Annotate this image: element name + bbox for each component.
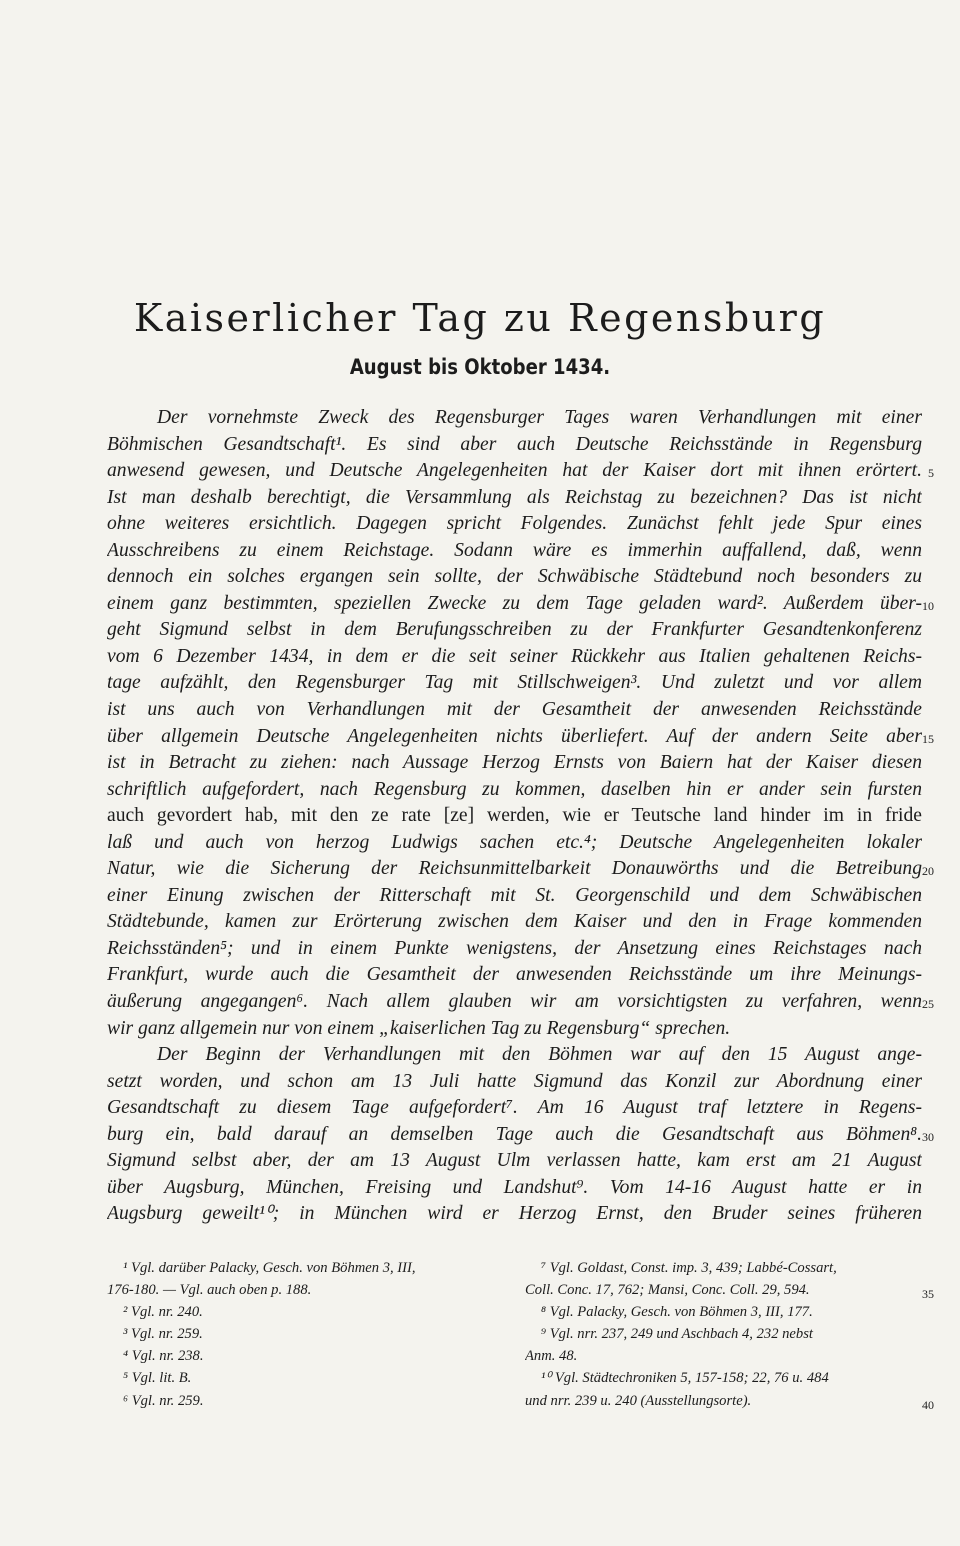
body-line: Natur, wie die Sicherung der Reichsunmittelbarkeit Donauwörths und die Betreibung	[107, 858, 922, 880]
body-line: ist uns auch von Verhandlungen mit der Gesamtheit der anwesenden Reichsstände	[107, 699, 922, 721]
margin-line-number: 20	[922, 864, 934, 879]
margin-line-number: 35	[922, 1287, 934, 1302]
body-line: Ausschreibens zu einem Reichstage. Sodann wäre es immerhin auffallend, daß, wenn	[107, 539, 922, 561]
margin-line-number: 10	[922, 598, 934, 613]
body-line: Gesandtschaft zu diesem Tage aufgefordert⁷. Am 16 August traf letztere in Regens-	[107, 1097, 922, 1119]
body-line: Ist man deshalb berechtigt, die Versammlung als Reichstag zu bezeichnen? Das ist nicht	[107, 486, 922, 508]
body-line: einem ganz bestimmten, speziellen Zwecke zu dem Tage geladen ward². Außerdem über-	[107, 592, 922, 614]
margin-line-number: 40	[922, 1397, 934, 1412]
footnote-line: ² Vgl. nr. 240.	[123, 1304, 203, 1321]
body-line: dennoch ein solches ergangen sein sollte, der Schwäbische Städtebund noch besonders zu	[107, 566, 922, 588]
body-line: auch gevordert hab, mit den ze rate [ze] werden, wie er Teutsche land hinder im in fride	[107, 805, 922, 827]
page-title: Kaiserlicher Tag zu Regensburg	[133, 296, 827, 340]
page-subtitle: August bis Oktober 1434.	[349, 355, 611, 379]
footnote-line: ⁷ Vgl. Goldast, Const. imp. 3, 439; Labbé-Cossart,	[541, 1260, 837, 1276]
body-line: wir ganz allgemein nur von einem „kaiserlichen Tag zu Regensburg“ sprechen.	[107, 1017, 731, 1039]
body-line: ist in Betracht zu ziehen: nach Aussage Herzog Ernsts von Baiern hat der Kaiser diesen	[107, 752, 922, 774]
margin-line-number: 5	[928, 466, 934, 481]
margin-line-number: 25	[922, 997, 934, 1012]
body-line: Böhmischen Gesandtschaft¹. Es sind aber auch Deutsche Reichsstände in Regensburg	[107, 433, 922, 455]
body-line: über allgemein Deutsche Angelegenheiten nichts überliefert. Auf der andern Seite aber	[107, 725, 922, 747]
body-line: setzt worden, und schon am 13 Juli hatte Sigmund das Konzil zur Abordnung einer	[107, 1070, 922, 1092]
body-line: einer Einung zwischen der Ritterschaft mit St. Georgenschild und dem Schwäbischen	[107, 884, 922, 906]
body-line: ohne weiteres ersichtlich. Dagegen spricht Folgendes. Zunächst fehlt jede Spur eines	[107, 513, 922, 535]
margin-line-number: 30	[922, 1129, 934, 1144]
body-line: vom 6 Dezember 1434, in dem er die seit seiner Rückkehr aus Italien gehaltenen Reichs-	[107, 645, 922, 667]
footnote-line: Anm. 48.	[525, 1348, 578, 1365]
margin-line-number: 15	[922, 731, 934, 746]
footnote-line: ⁵ Vgl. lit. B.	[123, 1370, 192, 1387]
body-line: Sigmund selbst aber, der am 13 August Ulm verlassen hatte, kam erst am 21 August	[107, 1150, 922, 1172]
body-line: burg ein, bald darauf an demselben Tage auch die Gesandtschaft aus Böhmen⁸.	[107, 1123, 922, 1145]
footnote-line: Coll. Conc. 17, 762; Mansi, Conc. Coll. 29, 594.	[525, 1282, 810, 1299]
footnote-line: und nrr. 239 u. 240 (Ausstellungsorte).	[525, 1392, 752, 1409]
footnote-line: ⁴ Vgl. nr. 238.	[123, 1348, 204, 1365]
body-line: Der vornehmste Zweck des Regensburger Tages waren Verhandlungen mit einer	[157, 407, 922, 428]
footnote-line: ³ Vgl. nr. 259.	[123, 1326, 203, 1343]
body-line: Reichsständen⁵; und in einem Punkte wenigstens, der Ansetzung eines Reichstages nach	[107, 937, 922, 959]
footnote-line: ⁶ Vgl. nr. 259.	[123, 1392, 204, 1409]
body-line: über Augsburg, München, Freising und Landshut⁹. Vom 14-16 August hatte er in	[107, 1176, 922, 1198]
footnotes-left-column	[107, 1257, 502, 1412]
footnote-line: ¹ Vgl. darüber Palacky, Gesch. von Böhmen 3, III,	[123, 1260, 416, 1276]
body-line: anwesend gewesen, und Deutsche Angelegenheiten hat der Kaiser dort mit ihnen erörtert.	[107, 460, 922, 482]
body-line: schriftlich aufgefordert, nach Regensburg zu kommen, daselben hin er ander sein fursten	[107, 778, 922, 800]
body-line: Städtebunde, kamen zur Erörterung zwischen dem Kaiser und den in Frage kommenden	[107, 911, 922, 933]
footnote-line: ⁸ Vgl. Palacky, Gesch. von Böhmen 3, III, 177.	[541, 1304, 813, 1321]
footnote-line: 176-180. — Vgl. auch oben p. 188.	[107, 1282, 312, 1299]
body-line: geht Sigmund selbst in dem Berufungsschreiben zu der Frankfurter Gesandtenkonferenz	[107, 619, 922, 641]
body-line: Augsburg geweilt¹⁰; in München wird er Herzog Ernst, den Bruder seines früheren	[107, 1203, 922, 1225]
body-line: äußerung angegangen⁶. Nach allem glauben wir am vorsichtigsten zu verfahren, wenn	[107, 991, 922, 1013]
body-line: laß und auch von herzog Ludwigs sachen etc.⁴; Deutsche Angelegenheiten lokaler	[107, 831, 922, 853]
body-line: tage aufzählt, den Regensburger Tag mit Stillschweigen³. Und zuletzt und vor allem	[107, 672, 922, 694]
body-line: Frankfurt, wurde auch die Gesamtheit der anwesenden Reichsstände um ihre Meinungs-	[107, 964, 922, 986]
footnote-line: ¹⁰ Vgl. Städtechroniken 5, 157-158; 22, 76 u. 484	[541, 1370, 829, 1387]
footnotes-right-column	[525, 1257, 923, 1412]
footnote-line: ⁹ Vgl. nrr. 237, 249 und Aschbach 4, 232 nebst	[541, 1326, 813, 1343]
body-line: Der Beginn der Verhandlungen mit den Böhmen war auf den 15 August ange-	[157, 1044, 922, 1066]
body-text	[107, 405, 922, 1228]
